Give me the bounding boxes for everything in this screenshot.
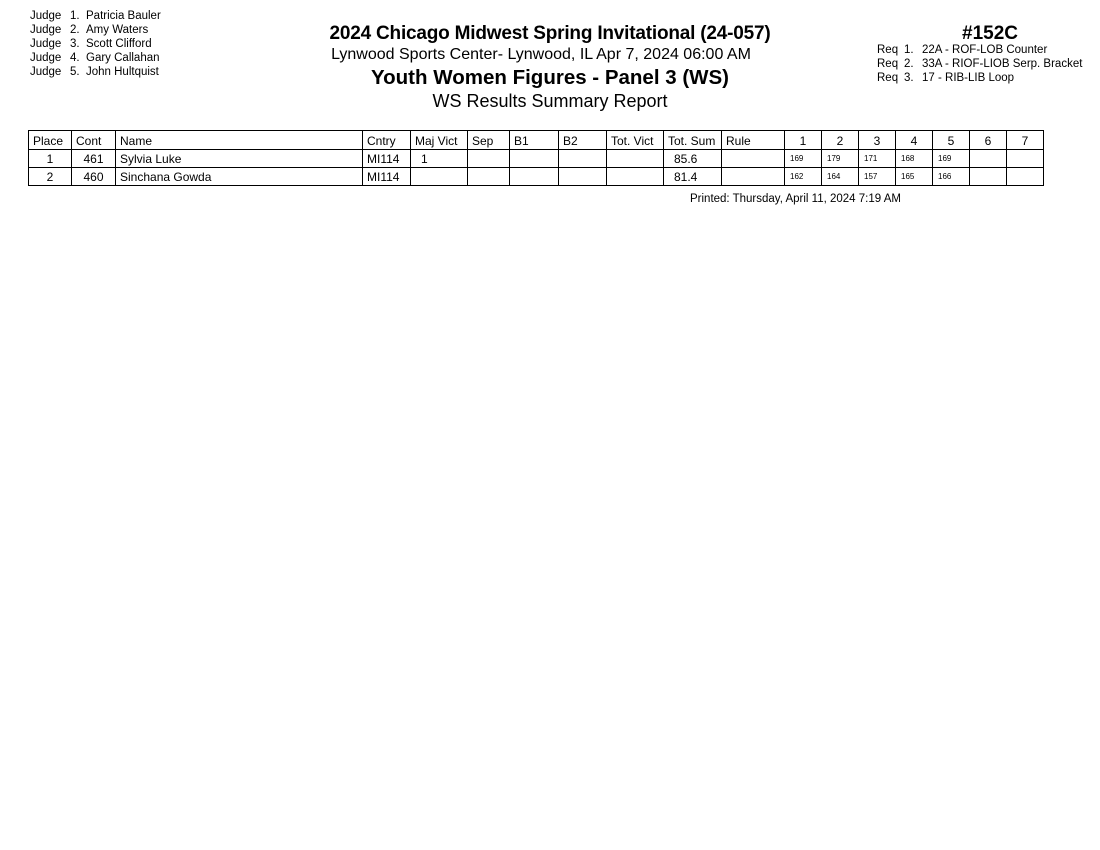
printed-timestamp: Printed: Thursday, April 11, 2024 7:19 AM [690, 193, 901, 205]
judge-name: Amy Waters [86, 24, 149, 36]
requirement-number: 1. [904, 44, 914, 56]
cell-tot-vict [607, 168, 664, 186]
judge-label: Judge [30, 38, 62, 50]
cell-b1 [510, 150, 559, 168]
segment-title: Youth Women Figures - Panel 3 (WS) [370, 66, 729, 89]
column-header-b2: B2 [559, 131, 607, 150]
judge-number: 5. [70, 66, 80, 78]
cell-b1 [510, 168, 559, 186]
cell-name: Sylvia Luke [116, 150, 363, 168]
requirement-number: 2. [904, 58, 914, 70]
requirement-row-2 [877, 57, 1082, 71]
requirement-text: 33A - RIOF-LIOB Serp. Bracket [922, 58, 1083, 70]
cell-judge-3: 171 [859, 150, 896, 168]
column-header-judge-1: 1 [785, 131, 822, 150]
event-number: #152C [962, 23, 1018, 44]
column-header-tot-sum: Tot. Sum [664, 131, 722, 150]
table-row [29, 150, 1044, 168]
judge-row-4 [30, 51, 161, 65]
judge-number: 2. [70, 24, 80, 36]
cell-sep [468, 168, 510, 186]
requirements-list [877, 43, 1082, 85]
judge-name: Scott Clifford [86, 38, 152, 50]
cell-judge-7 [1007, 150, 1044, 168]
table-header-row [29, 131, 1044, 150]
cell-rule [722, 168, 785, 186]
cell-maj-vict [411, 168, 468, 186]
cell-judge-1: 162 [785, 168, 822, 186]
cell-judge-5: 166 [933, 168, 970, 186]
judge-label: Judge [30, 66, 62, 78]
judge-number: 4. [70, 52, 80, 64]
judge-label: Judge [30, 24, 62, 36]
cell-judge-7 [1007, 168, 1044, 186]
column-header-cont: Cont [72, 131, 116, 150]
cell-maj-vict: 1 [411, 150, 468, 168]
cell-judge-4: 165 [896, 168, 933, 186]
cell-rule [722, 150, 785, 168]
table-row [29, 168, 1044, 186]
column-header-rule: Rule [722, 131, 785, 150]
cell-judge-6 [970, 168, 1007, 186]
cell-tot-sum: 81.4 [664, 168, 722, 186]
judge-label: Judge [30, 52, 62, 64]
requirement-label: Req [877, 44, 899, 56]
column-header-place: Place [29, 131, 72, 150]
report-header [250, 23, 850, 112]
cell-judge-6 [970, 150, 1007, 168]
column-header-judge-4: 4 [896, 131, 933, 150]
column-header-tot-vict: Tot. Vict [607, 131, 664, 150]
cell-judge-2: 164 [822, 168, 859, 186]
judge-label: Judge [30, 10, 62, 22]
column-header-judge-2: 2 [822, 131, 859, 150]
cell-cont: 461 [72, 150, 116, 168]
cell-place: 1 [29, 150, 72, 168]
requirement-text: 22A - ROF-LOB Counter [922, 44, 1048, 56]
cell-b2 [559, 168, 607, 186]
column-header-judge-3: 3 [859, 131, 896, 150]
judge-row-5 [30, 65, 161, 79]
judge-name: Patricia Bauler [86, 10, 161, 22]
cell-judge-2: 179 [822, 150, 859, 168]
requirement-number: 3. [904, 72, 914, 84]
judge-number: 3. [70, 38, 80, 50]
column-header-cntry: Cntry [363, 131, 411, 150]
column-header-sep: Sep [468, 131, 510, 150]
cell-sep [468, 150, 510, 168]
column-header-judge-6: 6 [970, 131, 1007, 150]
cell-judge-4: 168 [896, 150, 933, 168]
venue-date: Lynwood Sports Center- Lynwood, IL Apr 7, 2024 06:00 AM [331, 46, 751, 63]
requirement-label: Req [877, 58, 899, 70]
judge-name: Gary Callahan [86, 52, 160, 64]
column-header-name: Name [116, 131, 363, 150]
requirement-row-3 [877, 71, 1082, 85]
event-title: 2024 Chicago Midwest Spring Invitational (24-057) [329, 23, 771, 44]
judge-number: 1. [70, 10, 80, 22]
requirement-row-1 [877, 43, 1082, 57]
judges-list [30, 9, 161, 79]
cell-b2 [559, 150, 607, 168]
cell-cntry: MI114 [363, 150, 411, 168]
cell-place: 2 [29, 168, 72, 186]
column-header-judge-7: 7 [1007, 131, 1044, 150]
cell-tot-vict [607, 150, 664, 168]
column-header-b1: B1 [510, 131, 559, 150]
judge-row-2 [30, 23, 161, 37]
cell-judge-5: 169 [933, 150, 970, 168]
cell-judge-1: 169 [785, 150, 822, 168]
cell-name: Sinchana Gowda [116, 168, 363, 186]
cell-cntry: MI114 [363, 168, 411, 186]
cell-tot-sum: 85.6 [664, 150, 722, 168]
judge-row-3 [30, 37, 161, 51]
results-table [28, 130, 1044, 186]
judge-row-1 [30, 9, 161, 23]
column-header-maj-vict: Maj Vict [411, 131, 468, 150]
report-title: WS Results Summary Report [432, 91, 668, 111]
cell-cont: 460 [72, 168, 116, 186]
cell-judge-3: 157 [859, 168, 896, 186]
requirement-text: 17 - RIB-LIB Loop [922, 72, 1015, 84]
column-header-judge-5: 5 [933, 131, 970, 150]
requirement-label: Req [877, 72, 899, 84]
judge-name: John Hultquist [86, 66, 159, 78]
